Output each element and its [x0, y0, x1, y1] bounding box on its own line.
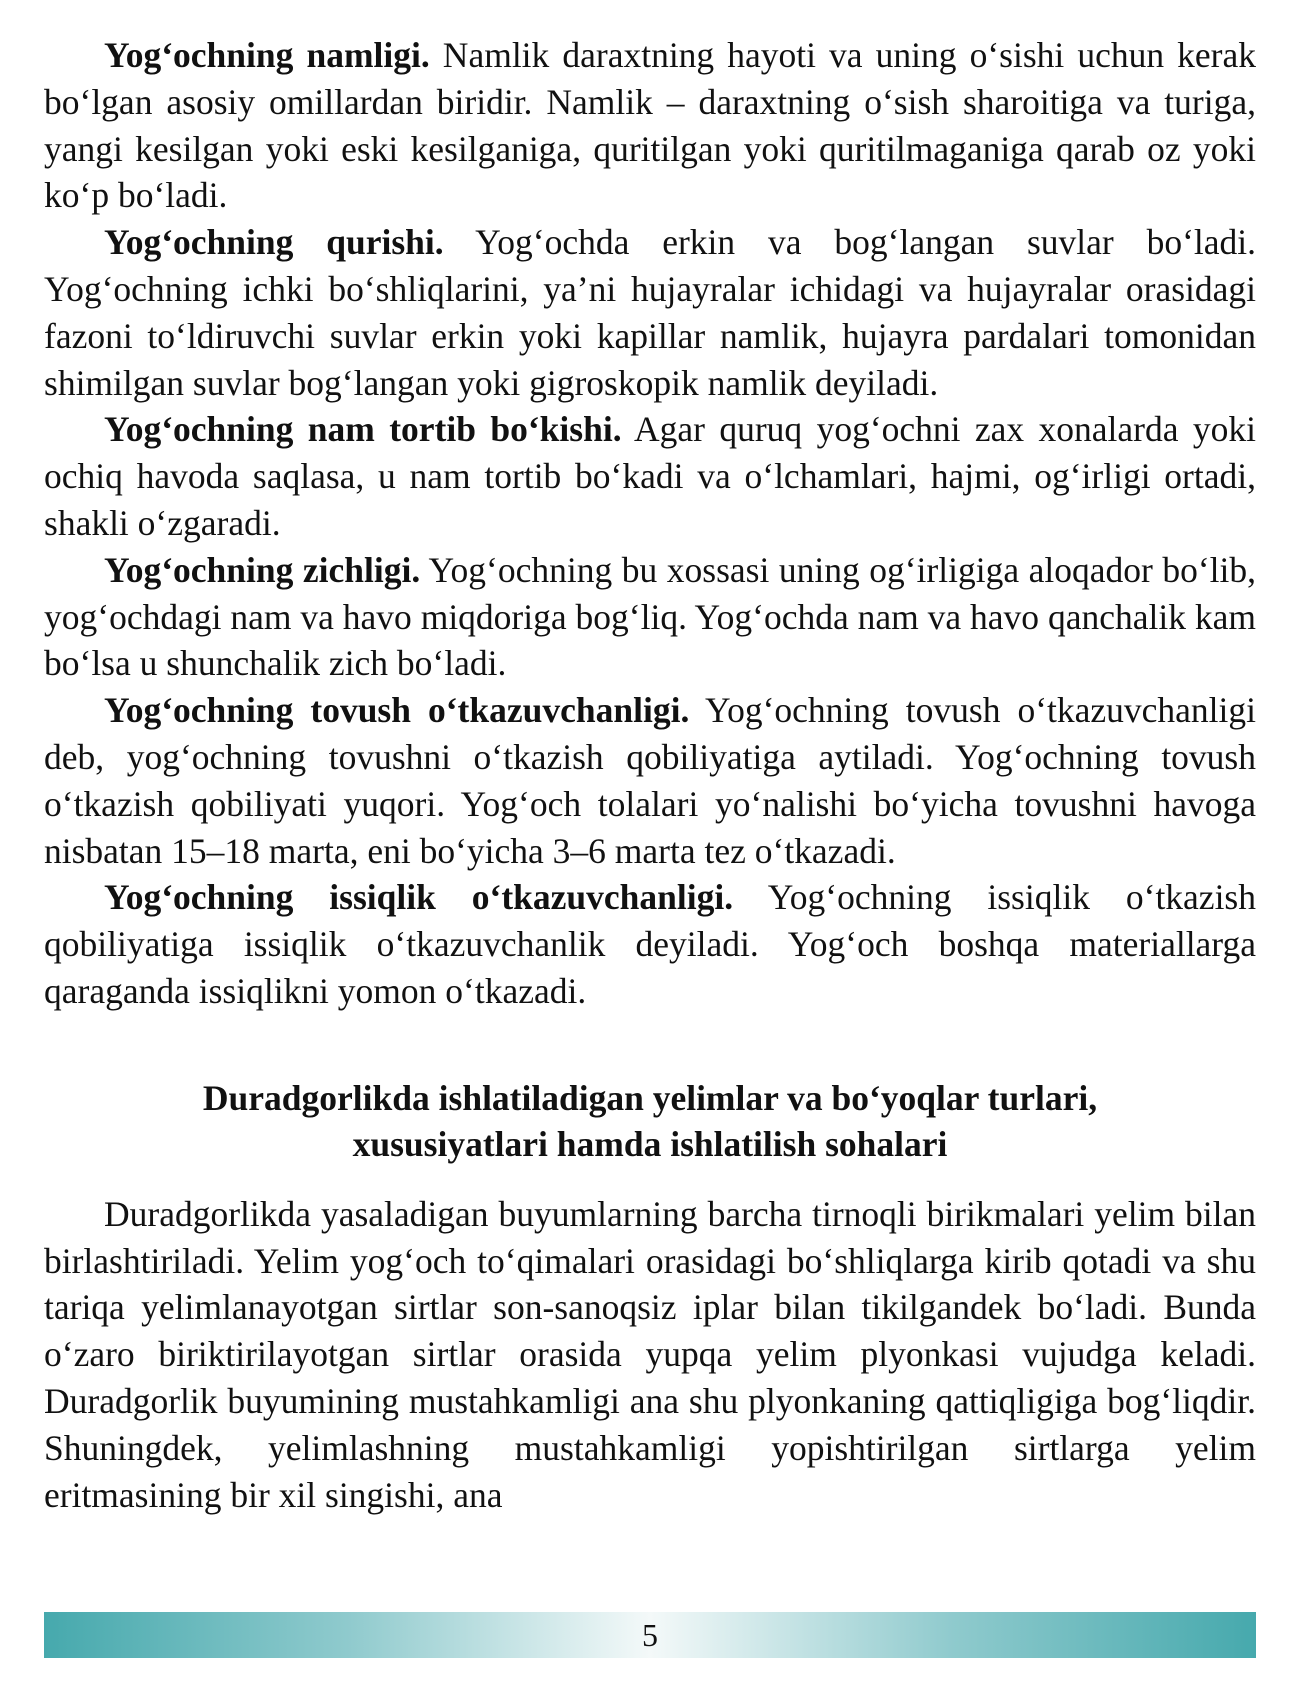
- paragraph-density: [44, 547, 1256, 687]
- paragraph-sound-conductivity: [44, 687, 1256, 874]
- section-heading-line-1: Duradgorlikda ishlatiladigan yelimlar va bo‘yoqlar turlari,: [202, 1077, 1098, 1118]
- paragraph-moisture: [44, 32, 1256, 219]
- footer-band: [44, 1612, 1256, 1658]
- term-heat-conductivity: Yog‘ochning issiqlik o‘tkazuvchanligi.: [104, 877, 734, 918]
- page-body: [44, 32, 1256, 1518]
- text-density: Yog‘ochning bu xossasi uning og‘irligiga aloqador bo‘lib, yog‘ochdagi nam va havo miqdoriga bog‘liq. Yog‘ochda nam va havo qanchalik kam bo‘lsa u shunchalik zich bo‘ladi.: [44, 549, 1256, 684]
- term-density: Yog‘ochning zichligi.: [104, 549, 421, 590]
- paragraph-swelling: [44, 406, 1256, 546]
- text-moisture: Namlik daraxtning hayoti va uning o‘sishi uchun kerak bo‘lgan asosiy omillardan biridir. Namlik – daraxtning o‘sish sharoitiga va turiga, yangi kesilgan yoki eski kesilganiga, quritilgan yoki quritilmaganiga qarab oz yoki ko‘p bo‘ladi.: [44, 35, 1256, 216]
- text-swelling: Agar quruq yog‘ochni zax xonalarda yoki ochiq havoda saqlasa, u nam tortib bo‘kadi va o‘lchamlari, hajmi, og‘irligi ortadi, shakli o‘zgaradi.: [44, 409, 1256, 543]
- section-heading: [44, 1075, 1256, 1167]
- paragraph-drying: [44, 219, 1256, 406]
- text-drying: Yog‘ochda erkin va bog‘langan suvlar bo‘ladi. Yog‘ochning ichki bo‘shliqlarini, ya’ni hujayralar ichidagi va hujayralar orasidagi fazoni to‘ldiruvchi suvlar erkin yoki kapillar namlik, hujayra pardalari tomonidan shimilgan suvlar bog‘langan yoki gigroskopik namlik deyiladi.: [44, 222, 1256, 403]
- section-heading-line-2: xususiyatlari hamda ishlatilish sohalari: [352, 1123, 948, 1164]
- paragraph-heat-conductivity: [44, 874, 1256, 1014]
- term-moisture: Yog‘ochning namligi.: [104, 35, 430, 75]
- term-sound-conductivity: Yog‘ochning tovush o‘tkazuvchanligi.: [104, 690, 690, 731]
- text-sound-conductivity: Yog‘ochning tovush o‘tkazuvchanligi deb, yog‘ochning tovushni o‘tkazish qobiliyatiga aytiladi. Yog‘ochning tovush o‘tkazish qobiliyati yuqori. Yog‘och tolalari yo‘nalishi bo‘yicha tovushni havoga nisbatan 15–18 marta, eni bo‘yicha 3–6 marta tez o‘tkazadi.: [44, 690, 1257, 871]
- term-drying: Yog‘ochning qurishi.: [104, 222, 444, 263]
- text-heat-conductivity: Yog‘ochning issiqlik o‘tkazish qobiliyatiga issiqlik o‘tkazuvchanlik deyiladi. Yog‘och boshqa materiallarga qaraganda issiqlikni yomon o‘tkazadi.: [44, 877, 1256, 1011]
- term-swelling: Yog‘ochning nam tortib bo‘kishi.: [104, 409, 622, 450]
- page-number: 5: [642, 1617, 658, 1653]
- paragraph-glue-intro: Duradgorlikda yasaladigan buyumlarning barcha tirnoqli birikmalari yelim bilan birlashtiriladi. Yelim yog‘och to‘qimalari orasidagi bo‘shliqlarga kirib qotadi va shu tariqa yelimlanayotgan sirtlar son-sanoqsiz iplar bilan tikilgandek bo‘ladi. Bunda o‘zaro biriktirilayotgan sirtlar orasida yupqa yelim plyonkasi vujudga keladi. Duradgorlik buyumining mustahkamligi ana shu plyonkaning qattiqligiga bog‘liqdir. Shuningdek, yelimlashning mustahkamligi yopishtirilgan sirtlarga yelim eritmasining bir xil singishi, ana: [44, 1193, 1256, 1515]
